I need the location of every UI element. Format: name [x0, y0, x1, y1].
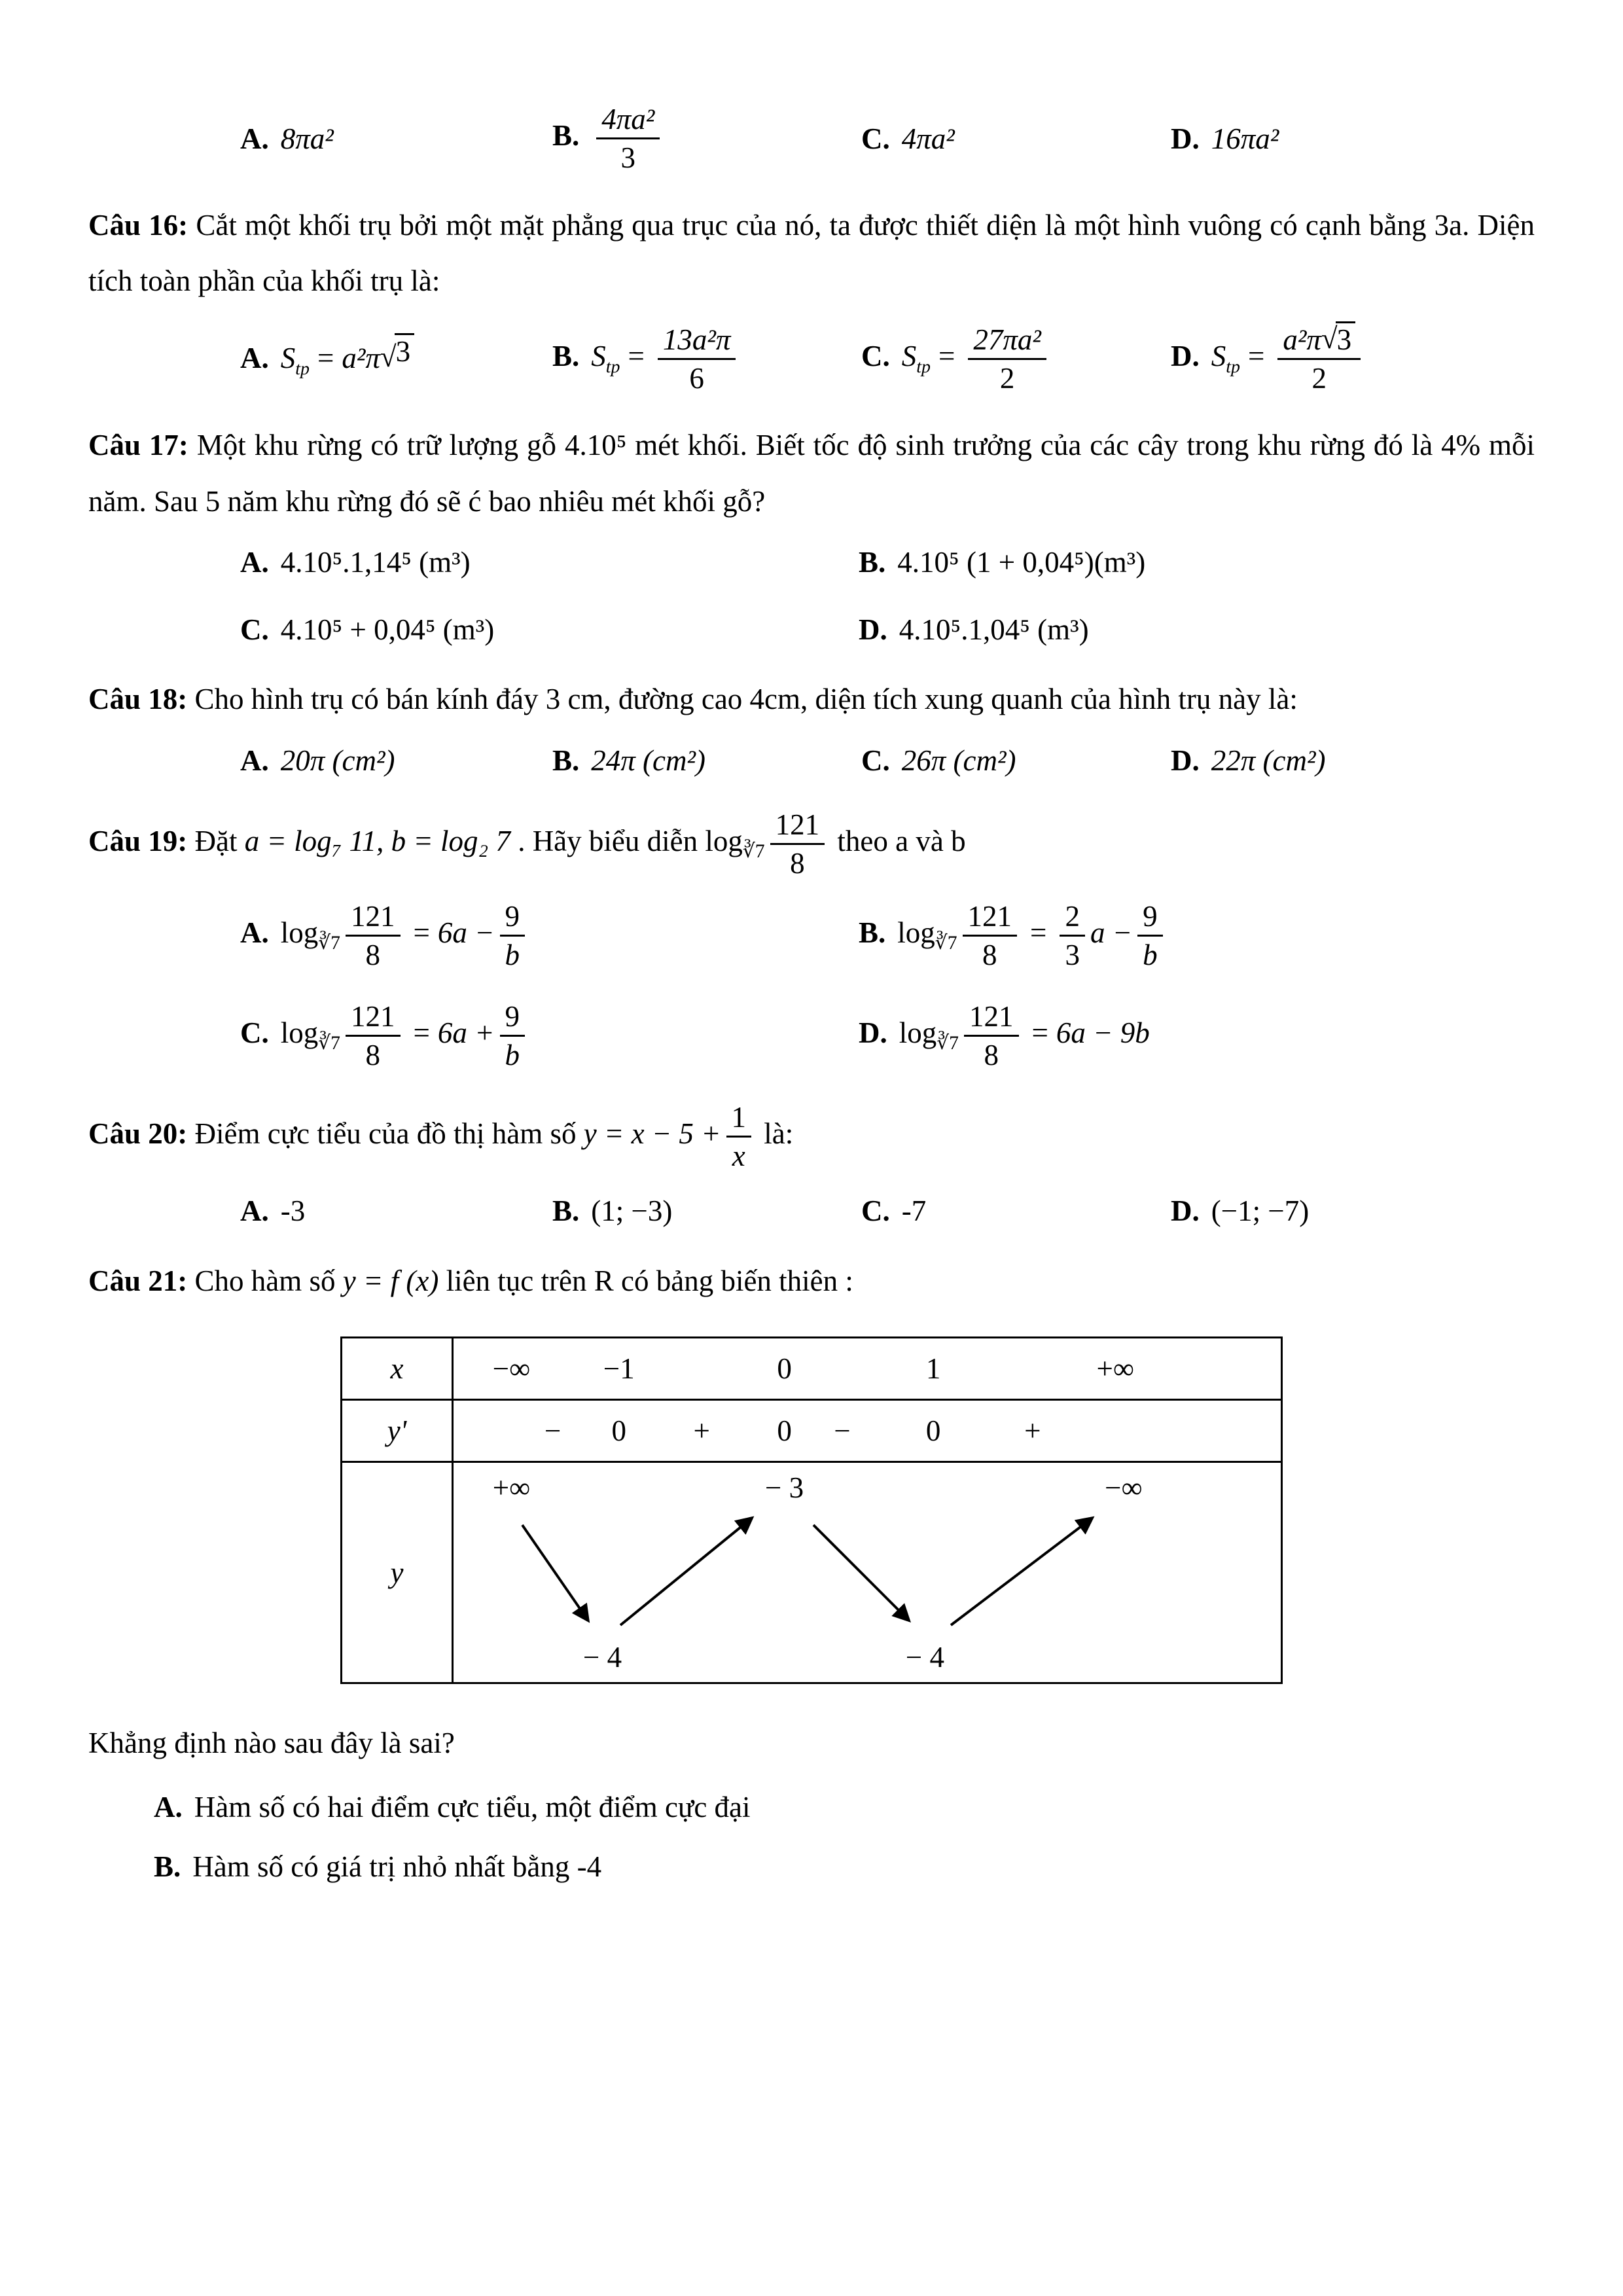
- option-c: [861, 114, 1171, 164]
- question-number: Câu 18:: [88, 683, 188, 715]
- arrow-increasing-1: [620, 1518, 751, 1625]
- denominator: 3: [620, 141, 636, 175]
- numerator: 1: [726, 1099, 752, 1138]
- y-minimum-1: − 4: [582, 1641, 622, 1674]
- fraction: [963, 898, 1018, 974]
- option-label: B.: [552, 339, 580, 372]
- question-number: Câu 20:: [88, 1117, 188, 1150]
- formula: 4.10⁵ (1 + 0,04⁵)(m³): [897, 546, 1146, 579]
- option-label: C.: [240, 1016, 269, 1050]
- log-base: ∛7: [936, 1033, 959, 1054]
- question-18-text: [88, 672, 1535, 728]
- option-b: [552, 1186, 861, 1236]
- formula: y = x − 5 +: [583, 1117, 721, 1150]
- y-values: [454, 1463, 1281, 1682]
- question-21-statement: Khẳng định nào sau đây là sai?: [88, 1727, 455, 1759]
- formula: 4πa²: [901, 122, 955, 155]
- log-function: log: [897, 916, 935, 949]
- y-limit-left: +∞: [492, 1471, 531, 1504]
- question-body: theo a và b: [830, 825, 966, 858]
- subscript: tp: [295, 359, 310, 380]
- option-d: [1171, 736, 1535, 786]
- option-d: [1171, 1186, 1535, 1236]
- table-row-y-prime: [342, 1399, 1281, 1461]
- sign: −: [544, 1414, 562, 1447]
- denominator: b: [505, 938, 520, 971]
- numerator: 121: [770, 806, 825, 845]
- option-label: A.: [240, 1194, 269, 1227]
- equals-sign: =: [938, 339, 955, 372]
- arrow-decreasing-1: [522, 1525, 588, 1620]
- log-base: ∛7: [742, 841, 765, 863]
- subscript: tp: [1226, 356, 1240, 377]
- equals-sign: =: [1030, 916, 1047, 949]
- symbol: S: [280, 342, 296, 375]
- log-function: log: [899, 1016, 937, 1050]
- option-c: [240, 994, 859, 1078]
- row-label-x: x: [342, 1338, 454, 1399]
- option-b: [859, 894, 1535, 978]
- formula: a²π: [1283, 323, 1321, 356]
- question-17-answers-row-1: [88, 537, 1535, 588]
- question-number: Câu 21:: [88, 1264, 188, 1297]
- option-label: B.: [552, 744, 580, 777]
- option-label: C.: [240, 613, 269, 646]
- y-maximum: − 3: [765, 1471, 804, 1504]
- row-label-y-prime: y': [342, 1401, 454, 1461]
- log-base: ∛7: [935, 932, 957, 954]
- row-label-y: y: [342, 1463, 454, 1682]
- numerator: 27πa²: [968, 321, 1046, 360]
- denominator: b: [505, 1039, 520, 1072]
- numerator: [1277, 321, 1361, 360]
- option-label: D.: [859, 613, 887, 646]
- question-number: Câu 19:: [88, 825, 188, 858]
- radical-sign: √: [380, 340, 397, 374]
- option-label: A.: [240, 122, 269, 155]
- denominator: 8: [365, 938, 381, 971]
- option-label: D.: [1171, 122, 1200, 155]
- sign: 0: [611, 1414, 627, 1447]
- y-minimum-2: − 4: [905, 1641, 945, 1674]
- fraction: [658, 321, 736, 397]
- y-prime-values: [454, 1401, 1281, 1461]
- log-base: ∛7: [318, 932, 341, 954]
- question-20-answers-row: [88, 1186, 1535, 1236]
- symbol: S: [901, 339, 917, 372]
- square-root: [380, 333, 414, 384]
- option-label: D.: [859, 1016, 887, 1050]
- option-b: [552, 736, 861, 786]
- option-a: [240, 333, 552, 384]
- radicand: 3: [1336, 321, 1356, 357]
- sign: 0: [925, 1414, 941, 1447]
- x-value: +∞: [1096, 1352, 1134, 1385]
- option-d: [859, 994, 1535, 1078]
- answer-text: Hàm số có giá trị nhỏ nhất bằng -4: [192, 1850, 602, 1883]
- option-label: C.: [861, 339, 890, 372]
- option-a: [240, 537, 859, 588]
- option-label: A.: [240, 546, 269, 579]
- numerator: 9: [500, 898, 526, 937]
- question-18-answers-row: [88, 736, 1535, 786]
- denominator: 8: [790, 847, 805, 880]
- fraction: [346, 898, 401, 974]
- x-value: −1: [603, 1352, 635, 1385]
- option-label: A.: [240, 744, 269, 777]
- x-values: [454, 1338, 1281, 1399]
- equals-sign: =: [1247, 339, 1265, 372]
- question-number: Câu 16:: [88, 208, 188, 242]
- option-label: B.: [552, 119, 580, 152]
- fraction: [968, 321, 1046, 397]
- arrow-increasing-2: [951, 1518, 1092, 1625]
- formula: 20π (cm²): [280, 744, 395, 777]
- answer-value: -7: [901, 1194, 927, 1227]
- denominator: x: [732, 1139, 745, 1172]
- radicand: 3: [395, 333, 415, 369]
- question-number: Câu 17:: [88, 429, 188, 461]
- option-label: A.: [240, 916, 269, 949]
- option-c: [861, 317, 1171, 401]
- answer-value: -3: [280, 1194, 306, 1227]
- formula: 6a −: [437, 916, 495, 949]
- option-label: C.: [861, 744, 890, 777]
- option-label: B.: [859, 916, 886, 949]
- option-a: [240, 1186, 552, 1236]
- numerator: 121: [346, 898, 401, 937]
- formula: 6a +: [437, 1016, 495, 1050]
- log-function: log: [705, 825, 743, 858]
- log-function: log: [280, 1016, 319, 1050]
- option-label: C.: [861, 1194, 890, 1227]
- question-15-answers-row: [88, 97, 1535, 181]
- question-body: Một khu rừng có trữ lượng gỗ 4.10⁵ mét khối. Biết tốc độ sinh trưởng của các cây trong khu rừng đó là 4% mỗi năm. Sau 5 năm khu rừng đó sẽ ć bao nhiêu mét khối gỗ?: [88, 429, 1535, 518]
- radical-sign: √: [1321, 321, 1338, 355]
- formula: 4.10⁵ + 0,04⁵ (m³): [280, 613, 495, 646]
- fraction: [1277, 321, 1361, 397]
- fraction: [500, 998, 526, 1074]
- option-label: C.: [861, 122, 890, 155]
- answer-text: Hàm số có hai điểm cực tiểu, một điểm cực đại: [194, 1790, 751, 1823]
- log-base: ∛7: [318, 1033, 341, 1054]
- fraction: [770, 806, 825, 882]
- question-20-text: [88, 1095, 1535, 1179]
- formula: a = log₇ 11, b = log₂ 7: [244, 825, 510, 858]
- sign: 0: [777, 1414, 792, 1447]
- denominator: 8: [365, 1039, 381, 1072]
- equals-sign: =: [317, 342, 334, 375]
- numerator: 9: [500, 998, 526, 1037]
- question-21-answers: [88, 1780, 1535, 1895]
- symbol: S: [591, 339, 606, 372]
- variation-table: [340, 1336, 1283, 1684]
- denominator: 6: [689, 361, 704, 395]
- question-body: Cho hàm số: [194, 1264, 343, 1297]
- fraction: [726, 1099, 752, 1175]
- square-root: [1321, 321, 1355, 358]
- formula: y = f (x): [342, 1264, 439, 1297]
- option-c: [861, 1186, 1171, 1236]
- x-value: 1: [925, 1352, 941, 1385]
- option-a: [240, 114, 552, 164]
- sign: +: [693, 1414, 710, 1447]
- numerator: 13a²π: [658, 321, 736, 360]
- option-label: D.: [1171, 339, 1200, 372]
- equals-sign: =: [1031, 1016, 1048, 1050]
- option-a: [240, 894, 859, 978]
- formula: 4.10⁵.1,04⁵ (m³): [899, 613, 1089, 646]
- formula: 26π (cm²): [901, 744, 1016, 777]
- option-b: [154, 1839, 1535, 1895]
- symbol: S: [1211, 339, 1226, 372]
- question-17-text: [88, 418, 1535, 529]
- option-label: B.: [552, 1194, 580, 1227]
- question-19-answers-row-1: [88, 894, 1535, 978]
- denominator: 2: [1311, 361, 1327, 395]
- log-function: log: [280, 916, 319, 949]
- denominator: 2: [999, 361, 1015, 395]
- question-body: Cho hình trụ có bán kính đáy 3 cm, đường cao 4cm, diện tích xung quanh của hình trụ này là:: [194, 683, 1298, 715]
- option-b: [859, 537, 1535, 588]
- option-label: B.: [859, 546, 886, 579]
- option-d: [1171, 317, 1535, 401]
- option-label: A.: [240, 342, 269, 375]
- option-label: B.: [154, 1850, 181, 1883]
- formula: a²π: [342, 342, 380, 375]
- fraction: [346, 998, 401, 1074]
- subscript: tp: [916, 356, 931, 377]
- table-row-y: [342, 1461, 1281, 1682]
- fraction: [1137, 898, 1163, 974]
- question-body: Điểm cực tiểu của đồ thị hàm số: [194, 1117, 584, 1150]
- option-c: [240, 605, 859, 655]
- variation-arrows: [454, 1463, 1281, 1682]
- option-label: A.: [154, 1790, 183, 1823]
- question-body: là:: [757, 1117, 794, 1150]
- question-body: Cắt một khối trụ bởi một mặt phẳng qua trục của nó, ta được thiết diện là một hình vuông có cạnh bằng 3a. Diện tích toàn phần của khối trụ là:: [88, 208, 1535, 297]
- table-row-x: [342, 1338, 1281, 1399]
- question-body: . Hãy biểu diễn: [510, 825, 705, 858]
- formula: a −: [1090, 916, 1133, 949]
- option-c: [861, 736, 1171, 786]
- question-19-text: [88, 802, 1535, 886]
- sign: −: [834, 1414, 851, 1447]
- formula: 8πa²: [280, 122, 334, 155]
- denominator: b: [1143, 938, 1158, 971]
- denominator: 8: [984, 1039, 999, 1072]
- option-b: [552, 97, 861, 181]
- numerator: 2: [1060, 898, 1085, 937]
- formula: 24π (cm²): [591, 744, 705, 777]
- fraction: [964, 998, 1019, 1074]
- option-d: [1171, 114, 1535, 164]
- fraction: [500, 898, 526, 974]
- question-16-text: [88, 198, 1535, 310]
- numerator: 9: [1137, 898, 1163, 937]
- formula: 22π (cm²): [1211, 744, 1326, 777]
- question-body: Đặt: [194, 825, 245, 858]
- answer-value: (−1; −7): [1211, 1194, 1310, 1227]
- formula: 6a − 9b: [1056, 1016, 1150, 1050]
- numerator: 4πa²: [596, 101, 660, 139]
- equals-sign: =: [628, 339, 645, 372]
- denominator: 3: [1065, 938, 1080, 971]
- question-17-answers-row-2: [88, 605, 1535, 655]
- option-label: D.: [1171, 1194, 1200, 1227]
- numerator: 121: [963, 898, 1018, 937]
- question-21-text: [88, 1253, 1535, 1310]
- question-19-answers-row-2: [88, 994, 1535, 1078]
- sign: +: [1024, 1414, 1041, 1447]
- option-b: [552, 317, 861, 401]
- formula: 4.10⁵.1,14⁵ (m³): [280, 546, 471, 579]
- question-16-answers-row: [88, 317, 1535, 401]
- denominator: 8: [982, 938, 997, 971]
- x-value: −∞: [492, 1352, 531, 1385]
- y-limit-right: −∞: [1105, 1471, 1143, 1504]
- question-body: liên tục trên R có bảng biến thiên :: [438, 1264, 853, 1297]
- formula: 16πa²: [1211, 122, 1279, 155]
- option-d: [859, 605, 1535, 655]
- equals-sign: =: [413, 916, 430, 949]
- equals-sign: =: [413, 1016, 430, 1050]
- numerator: 121: [964, 998, 1019, 1037]
- x-value: 0: [777, 1352, 792, 1385]
- option-label: D.: [1171, 744, 1200, 777]
- answer-value: (1; −3): [591, 1194, 673, 1227]
- fraction: [1060, 898, 1085, 974]
- arrow-decreasing-2: [813, 1525, 908, 1620]
- option-a: [154, 1780, 1535, 1836]
- fraction: [596, 101, 660, 177]
- numerator: 121: [346, 998, 401, 1037]
- option-a: [240, 736, 552, 786]
- subscript: tp: [605, 356, 620, 377]
